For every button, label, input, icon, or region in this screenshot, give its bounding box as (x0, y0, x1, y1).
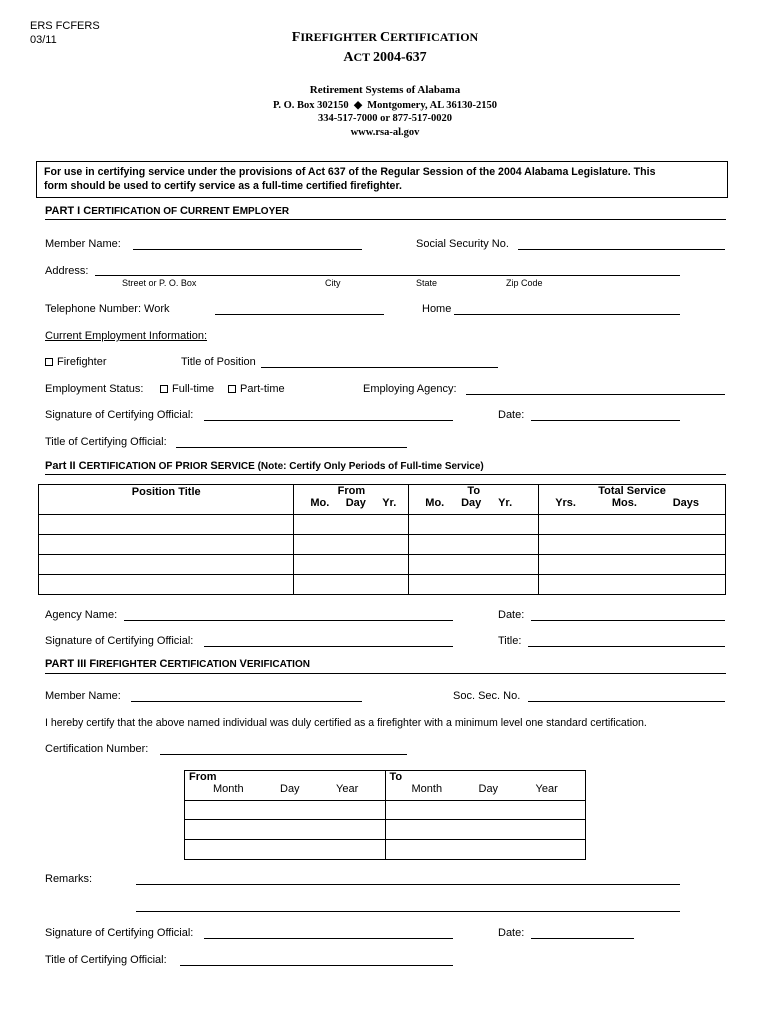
soc-sec-field[interactable] (528, 701, 725, 702)
from-header: From Mo. Day Yr. (294, 485, 409, 515)
part2-title-field[interactable] (528, 646, 725, 647)
title-of-position-field[interactable] (261, 367, 498, 368)
form-title-line2: ACT 2004-637 (343, 50, 427, 65)
cert-to-header: To Month Day Year (385, 771, 586, 801)
table-row (185, 801, 586, 820)
city-caption: City (325, 278, 341, 288)
org-website: www.rsa-al.gov (350, 127, 420, 138)
part3-signature-label: Signature of Certifying Official: (45, 927, 194, 939)
part2-date-field[interactable] (531, 620, 725, 621)
address-label: Address: (45, 265, 89, 277)
org-address: P. O. Box 302150 ◆ Montgomery, AL 36130-2150 (272, 100, 498, 111)
ssn-label: Social Security No. (416, 238, 509, 250)
address-field[interactable] (95, 275, 680, 276)
cert-from-header: From Month Day Year (185, 771, 386, 801)
table-row (39, 575, 726, 595)
agency-name-label: Agency Name: (45, 609, 118, 621)
part3-rule (45, 673, 726, 674)
prior-service-table (38, 484, 726, 595)
diamond-icon: ◆ (353, 100, 363, 111)
part2-rule (45, 474, 726, 475)
parttime-checkbox[interactable] (228, 385, 236, 393)
position-title-header: Position Title (39, 485, 294, 515)
fulltime-row: Full-time (160, 383, 214, 395)
table-row (39, 535, 726, 555)
part2-heading: Part II CERTIFICATION OF PRIOR SERVICE (Note: Certify Only Periods of Full-time Service) (45, 460, 484, 472)
table-row (185, 840, 586, 860)
remarks-field-1[interactable] (136, 884, 680, 885)
form-id: ERS FCFERS (30, 20, 100, 32)
part2-signature-field[interactable] (204, 646, 453, 647)
part3-signature-field[interactable] (204, 938, 453, 939)
form-date: 03/11 (30, 34, 57, 46)
firefighter-checkbox[interactable] (45, 358, 53, 366)
soc-sec-label: Soc. Sec. No. (453, 690, 521, 702)
ssn-field[interactable] (518, 249, 725, 250)
remarks-field-2[interactable] (136, 911, 680, 912)
part3-date-label: Date: (498, 927, 525, 939)
certify-statement: I hereby certify that the above named individual was duly certified as a firefighter with a minimum level one standard certification. (45, 717, 647, 729)
part3-date-field[interactable] (531, 938, 634, 939)
part3-heading: PART III FIREFIGHTER CERTIFICATION VERIFICATION (45, 658, 310, 670)
title-of-position-label: Title of Position (181, 356, 256, 368)
table-row (185, 820, 586, 840)
part3-title-official-label: Title of Certifying Official: (45, 954, 167, 966)
employing-agency-label: Employing Agency: (363, 383, 457, 395)
title-official-field[interactable] (176, 447, 407, 448)
part2-signature-label: Signature of Certifying Official: (45, 635, 194, 647)
part1-heading: PART I CERTIFICATION OF CURRENT EMPLOYER (45, 205, 290, 217)
org-phones: 334-517-7000 or 877-517-0020 (318, 113, 452, 124)
home-label: Home (422, 303, 452, 315)
total-service-header: Total Service Yrs. Mos. Days (539, 485, 726, 515)
signature-label: Signature of Certifying Official: (45, 409, 194, 421)
fulltime-checkbox[interactable] (160, 385, 168, 393)
cert-number-label: Certification Number: (45, 743, 149, 755)
member-name-label: Member Name: (45, 238, 121, 250)
intro-box (36, 161, 728, 198)
title-official-label: Title of Certifying Official: (45, 436, 167, 448)
date-field[interactable] (531, 420, 680, 421)
zip-caption: Zip Code (506, 278, 543, 288)
date-label: Date: (498, 409, 525, 421)
intro-line1: For use in certifying service under the provisions of Act 637 of the Regular Session of the 2004 Alabama Legislature. This (44, 166, 656, 178)
firefighter-checkbox-row: Firefighter (45, 356, 107, 368)
part3-member-name-field[interactable] (131, 701, 362, 702)
cert-number-field[interactable] (160, 754, 407, 755)
member-name-field[interactable] (133, 249, 362, 250)
employment-status-label: Employment Status: (45, 383, 144, 395)
parttime-row: Part-time (228, 383, 285, 395)
table-row (39, 515, 726, 535)
to-header: To Mo. Day Yr. (409, 485, 539, 515)
work-phone-field[interactable] (215, 314, 384, 315)
agency-name-field[interactable] (124, 620, 453, 621)
intro-line2: form should be used to certify service as a full-time certified firefighter. (44, 180, 402, 192)
telephone-label: Telephone Number: Work (45, 303, 170, 315)
state-caption: State (416, 278, 438, 288)
remarks-label: Remarks: (45, 873, 93, 885)
current-employment-label: Current Employment Information: (45, 330, 208, 342)
part3-title-official-field[interactable] (180, 965, 453, 966)
org-name: Retirement Systems of Alabama (309, 84, 461, 96)
signature-field[interactable] (204, 420, 453, 421)
employing-agency-field[interactable] (466, 394, 725, 395)
table-row (39, 555, 726, 575)
part2-date-label: Date: (498, 609, 525, 621)
part1-rule (45, 219, 726, 220)
part2-title-label: Title: (498, 635, 522, 647)
street-caption: Street or P. O. Box (122, 278, 197, 288)
part3-member-name-label: Member Name: (45, 690, 121, 702)
cert-period-table (184, 770, 586, 860)
home-phone-field[interactable] (454, 314, 680, 315)
form-title-line1: FIREFIGHTER CERTIFICATION (291, 30, 479, 45)
